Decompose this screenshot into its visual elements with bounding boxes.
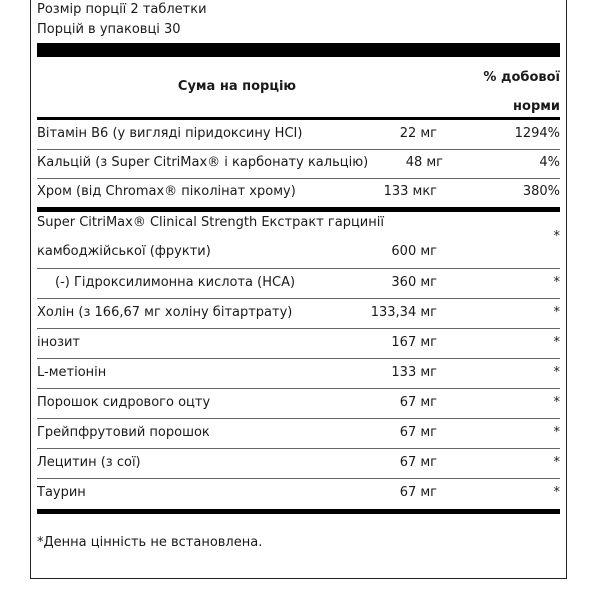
- daily-value-header: % добової норми: [483, 70, 560, 114]
- ingredient-row: [37, 360, 560, 388]
- ingredient-row: [37, 390, 560, 418]
- ingredient-amount: 133 мг: [391, 365, 437, 380]
- section-divider: [37, 207, 560, 212]
- garcinia-daily-value: *: [553, 229, 560, 244]
- row-divider: [37, 478, 560, 479]
- servings-per-container: Порцій в упаковці 30: [37, 22, 181, 37]
- row-divider: [37, 448, 560, 449]
- ingredient-daily-value: *: [553, 335, 560, 350]
- ingredient-row: [37, 420, 560, 448]
- ingredient-name: Холін (з 166,67 мг холіну бітартрату): [37, 305, 293, 320]
- nutrient-daily-value: 1294%: [514, 126, 560, 141]
- ingredient-amount: 67 мг: [399, 485, 437, 500]
- ingredient-daily-value: *: [553, 455, 560, 470]
- garcinia-name-line1: Super CitriMax® Clinical Strength Екстракт гарцинії: [37, 215, 384, 230]
- ingredient-row: [37, 480, 560, 508]
- ingredient-name: L-метіонін: [37, 365, 107, 380]
- nutrient-row: [37, 150, 560, 178]
- nutrient-name: Кальцій (з Super CitriMax® і карбонату кальцію): [37, 155, 369, 170]
- garcinia-row: [37, 239, 560, 267]
- nutrient-daily-value: 380%: [522, 184, 560, 199]
- ingredient-amount: 67 мг: [399, 455, 437, 470]
- nutrient-amount: 22 мг: [399, 126, 437, 141]
- ingredient-row: [37, 270, 560, 298]
- ingredient-amount: 67 мг: [399, 395, 437, 410]
- ingredient-amount: 360 мг: [391, 275, 437, 290]
- ingredient-name: Порошок сидрового оцту: [37, 395, 211, 410]
- amount-per-serving-header: Сума на порцію: [177, 79, 297, 94]
- row-divider: [37, 268, 560, 269]
- footnote: *Денна цінність не встановлена.: [37, 535, 263, 550]
- garcinia-amount: 600 мг: [391, 244, 437, 259]
- ingredient-name: Грейпфрутовий порошок: [37, 425, 210, 440]
- ingredient-amount: 133,34 мг: [370, 305, 437, 320]
- row-divider: [37, 298, 560, 299]
- ingredient-row: [37, 300, 560, 328]
- nutrient-row: [37, 179, 560, 207]
- row-divider: [37, 328, 560, 329]
- row-divider: [37, 358, 560, 359]
- thick-divider: [37, 43, 560, 57]
- serving-size: Розмір порції 2 таблетки: [37, 2, 207, 17]
- nutrient-amount: 48 мг: [405, 155, 443, 170]
- ingredient-daily-value: *: [553, 395, 560, 410]
- ingredient-daily-value: *: [553, 425, 560, 440]
- garcinia-name-line2: камбоджійської (фрукти): [37, 244, 211, 259]
- ingredient-name: Лецитин (з сої): [37, 455, 141, 470]
- ingredient-daily-value: *: [553, 305, 560, 320]
- bottom-divider: [37, 509, 560, 514]
- ingredient-amount: 67 мг: [399, 425, 437, 440]
- ingredient-name: Таурин: [37, 485, 86, 500]
- ingredient-daily-value: *: [553, 275, 560, 290]
- header-divider: [37, 117, 560, 120]
- ingredient-name: (-) Гідроксилимонна кислота (HCA): [55, 275, 296, 290]
- ingredient-daily-value: *: [553, 485, 560, 500]
- ingredient-daily-value: *: [553, 365, 560, 380]
- ingredient-row: [37, 450, 560, 478]
- row-divider: [37, 418, 560, 419]
- nutrient-name: Вітамін В6 (у вигляді піридоксину HCI): [37, 126, 303, 141]
- ingredient-name: інозит: [37, 335, 80, 350]
- ingredient-amount: 167 мг: [391, 335, 437, 350]
- ingredient-row: [37, 330, 560, 358]
- nutrient-name: Хром (від Chromax® піколінат хрому): [37, 184, 296, 199]
- nutrient-row: [37, 121, 560, 149]
- row-divider: [37, 388, 560, 389]
- nutrient-daily-value: 4%: [539, 155, 560, 170]
- nutrient-amount: 133 мкг: [383, 184, 437, 199]
- supplement-facts-panel: [30, 0, 567, 579]
